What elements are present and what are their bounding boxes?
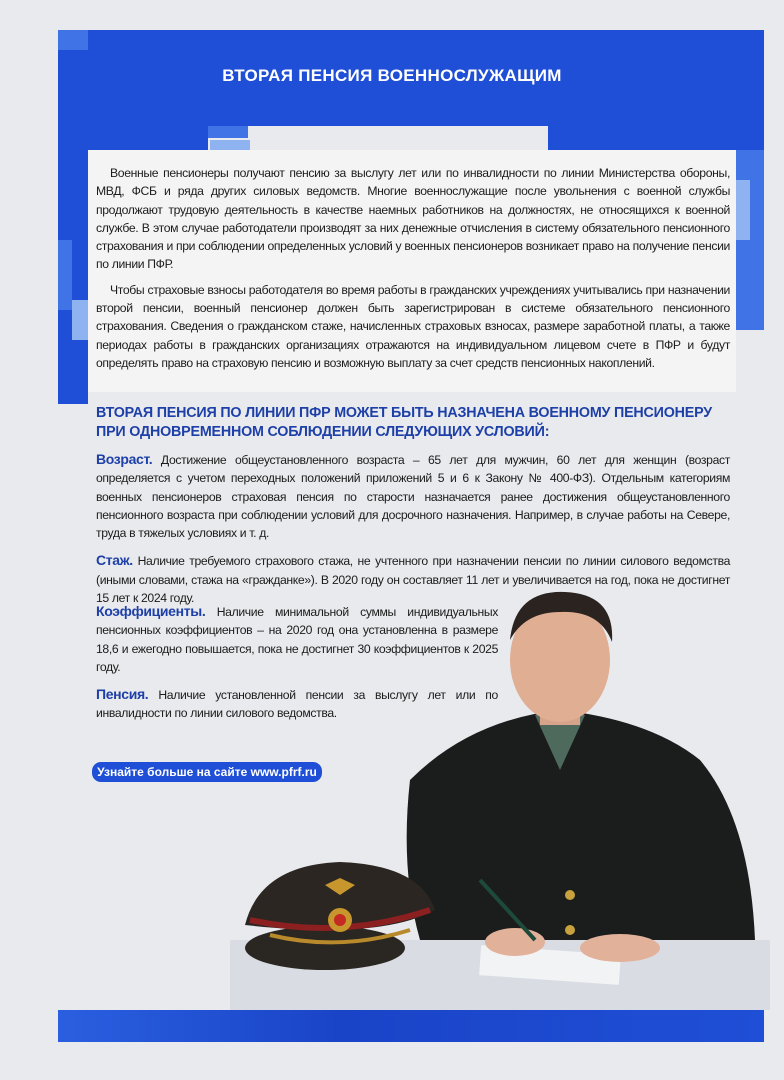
intro-paragraph: Чтобы страховые взносы работодателя во время работы в гражданских учреждениях учитывались при назначении второй пенсии, военный пенсионер должен быть зарегистрирован в системе обязательного пенсионного страхования. Сведения о гражданском стаже, начисленных страховых взносах, размере заработной платы, а также периодах работы в гражданских организациях отражаются на индивидуальном лицевом счете в ПФР и будут определять право на страховую пенсию и возможную выплату за счет средств пенсионных накоплений. — [96, 282, 730, 370]
condition-term: Пенсия. — [96, 686, 149, 703]
intro-text — [96, 164, 730, 379]
condition-age — [96, 450, 730, 542]
button — [565, 890, 575, 900]
button — [565, 925, 575, 935]
intro-paragraph: Военные пенсионеры получают пенсию за выслугу лет или по инвалидности по линии Министерства обороны, МВД, ФСБ и ряда других силовых ведомств. Многие военнослужащие после увольнения с военной службы продолжают трудовую деятельность в качестве наемных работников на должностях, не относящихся к военной службе. В этом случае работодатели производят за них денежные отчисления в систему обязательного пенсионного страхования и при соблюдении определенных условий у военных пенсионеров возникает право на получение пенсии по линии ПФР. — [96, 166, 730, 272]
conditions-heading: ВТОРАЯ ПЕНСИЯ ПО ЛИНИИ ПФР МОЖЕТ БЫТЬ НАЗНАЧЕНА ВОЕННОМУ ПЕНСИОНЕРУ ПРИ ОДНОВРЕМЕННОМ СОБЛЮДЕНИИ СЛЕДУЮЩИХ УСЛОВИЙ: — [96, 405, 712, 440]
condition-text: Достижение общеустановленного возраста – 65 лет для мужчин, 60 лет для женщин (возраст определяется с учетом переходных положений приложений 5 и 6 к Закону № 400-ФЗ). Отдельным категориям военных пенсионеров страховая пенсия по старости назначается ранее достижения общеустановленного пенсионного возраста при соблюдении условий для досрочного назначения. Например, в случае работы на Севере, труда в тяжелых условиях и т. д. — [96, 453, 731, 541]
condition-term: Коэффициенты. — [96, 603, 206, 619]
uniform-body — [407, 710, 755, 940]
condition-term: Стаж. — [96, 552, 133, 569]
right-hand — [580, 934, 660, 962]
left-hand — [485, 928, 545, 956]
condition-term: Возраст. — [96, 451, 153, 467]
pfrf-website-link[interactable]: Узнайте больше на сайте www.pfrf.ru — [92, 762, 322, 782]
soldier-illustration — [230, 580, 770, 1010]
page-title: ВТОРАЯ ПЕНСИЯ ВОЕННОСЛУЖАЩИМ — [222, 66, 562, 85]
footer-band — [58, 1010, 764, 1042]
condition-text: Наличие минимальной суммы индивидуальных пенсионных коэффициентов – на 2020 год она установленна в размере 18,6 и ежегодно повышается, пока не достигнет 30 коэффициентов к 2025 году. — [96, 605, 498, 674]
condition-text: Наличие требуемого страхового стажа, не учтенного при назначении пенсии по линии силового ведомства (иными словами, стажа на «гражданке»). В 2020 году он составляет 11 лет и увеличивается на год, пока не достигнет 15 лет к 2024 году. — [96, 554, 731, 606]
condition-text: Наличие установленной пенсии за выслугу лет или по инвалидности по линии силового ведомства. — [96, 688, 498, 721]
